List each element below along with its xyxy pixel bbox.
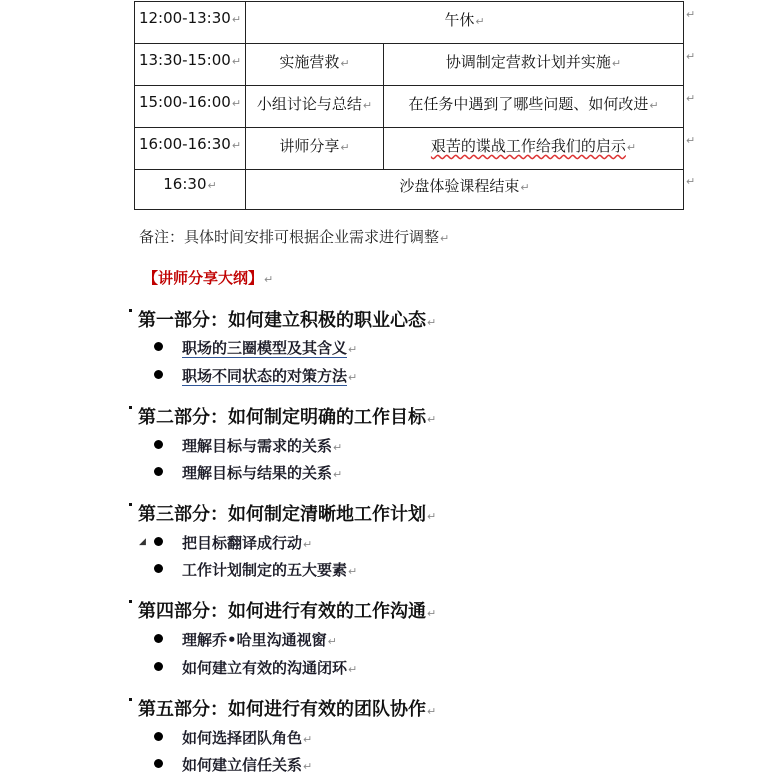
collapse-triangle-icon[interactable]: ◢ <box>139 537 146 547</box>
activity-cell[interactable]: 沙盘体验课程结束↵ <box>246 170 684 210</box>
section-heading-5[interactable]: 第五部分：如何进行有效的团队协作↵ <box>138 699 437 720</box>
table-row <box>135 44 684 86</box>
bullet-icon <box>154 440 163 449</box>
bullet-icon <box>154 759 163 768</box>
outline-heading[interactable]: 【讲师分享大纲】↵ <box>143 269 274 287</box>
bullet-icon <box>154 564 163 573</box>
paragraph-format-mark <box>129 309 132 312</box>
paragraph-format-mark <box>129 698 132 701</box>
time-cell[interactable]: 13:30-15:00↵ <box>135 44 246 86</box>
row-end-mark: ↵ <box>686 134 696 147</box>
section-2-item-2[interactable]: 理解目标与结果的关系↵ <box>182 464 343 482</box>
paragraph-format-mark <box>129 503 132 506</box>
section-5-item-2[interactable]: 如何建立信任关系↵ <box>182 756 313 774</box>
row-end-mark: ↵ <box>686 8 696 21</box>
section-heading-4[interactable]: 第四部分：如何进行有效的工作沟通↵ <box>138 601 437 622</box>
bullet-icon <box>154 634 163 643</box>
section-4-item-1[interactable]: 理解乔•哈里沟通视窗↵ <box>182 631 337 649</box>
content-cell[interactable]: 协调制定营救计划并实施↵ <box>384 44 684 86</box>
section-heading-2[interactable]: 第二部分：如何制定明确的工作目标↵ <box>138 407 437 428</box>
section-2-item-1[interactable]: 理解目标与需求的关系↵ <box>182 437 343 455</box>
table-row <box>135 86 684 128</box>
module-cell[interactable]: 讲师分享↵ <box>246 128 384 170</box>
section-3-item-1[interactable]: 把目标翻译成行动↵ <box>182 534 313 552</box>
bullet-icon <box>154 467 163 476</box>
section-heading-3[interactable]: 第三部分：如何制定清晰地工作计划↵ <box>138 504 437 525</box>
section-5-item-1[interactable]: 如何选择团队角色↵ <box>182 729 313 747</box>
schedule-note[interactable]: 备注：具体时间安排可根据企业需求进行调整↵ <box>139 228 450 246</box>
bullet-icon <box>154 342 163 351</box>
content-cell[interactable]: 在任务中遇到了哪些问题、如何改进↵ <box>384 86 684 128</box>
activity-cell[interactable]: 午休↵ <box>246 2 684 44</box>
bullet-icon <box>154 537 163 546</box>
row-end-mark: ↵ <box>686 50 696 63</box>
module-cell[interactable]: 小组讨论与总结↵ <box>246 86 384 128</box>
table-row <box>135 128 684 170</box>
section-1-item-2[interactable]: 职场不同状态的对策方法↵ <box>182 367 358 385</box>
section-4-item-2[interactable]: 如何建立有效的沟通闭环↵ <box>182 659 358 677</box>
module-cell[interactable]: 实施营救↵ <box>246 44 384 86</box>
section-3-item-2[interactable]: 工作计划制定的五大要素↵ <box>182 561 358 579</box>
time-cell[interactable]: 16:30↵ <box>135 170 246 210</box>
table-row <box>135 2 684 44</box>
time-cell[interactable]: 16:00-16:30↵ <box>135 128 246 170</box>
time-cell[interactable]: 15:00-16:00↵ <box>135 86 246 128</box>
paragraph-format-mark <box>129 406 132 409</box>
bullet-icon <box>154 662 163 671</box>
schedule-table <box>134 1 684 210</box>
bullet-icon <box>154 370 163 379</box>
time-cell[interactable]: 12:00-13:30↵ <box>135 2 246 44</box>
table-row <box>135 170 684 210</box>
section-1-item-1[interactable]: 职场的三圈模型及其含义↵ <box>182 339 358 357</box>
row-end-mark: ↵ <box>686 92 696 105</box>
bullet-icon <box>154 732 163 741</box>
paragraph-format-mark <box>129 600 132 603</box>
section-heading-1[interactable]: 第一部分：如何建立积极的职业心态↵ <box>138 310 437 331</box>
content-cell[interactable]: 艰苦的谍战工作给我们的启示↵ <box>384 128 684 170</box>
row-end-mark: ↵ <box>686 175 696 188</box>
